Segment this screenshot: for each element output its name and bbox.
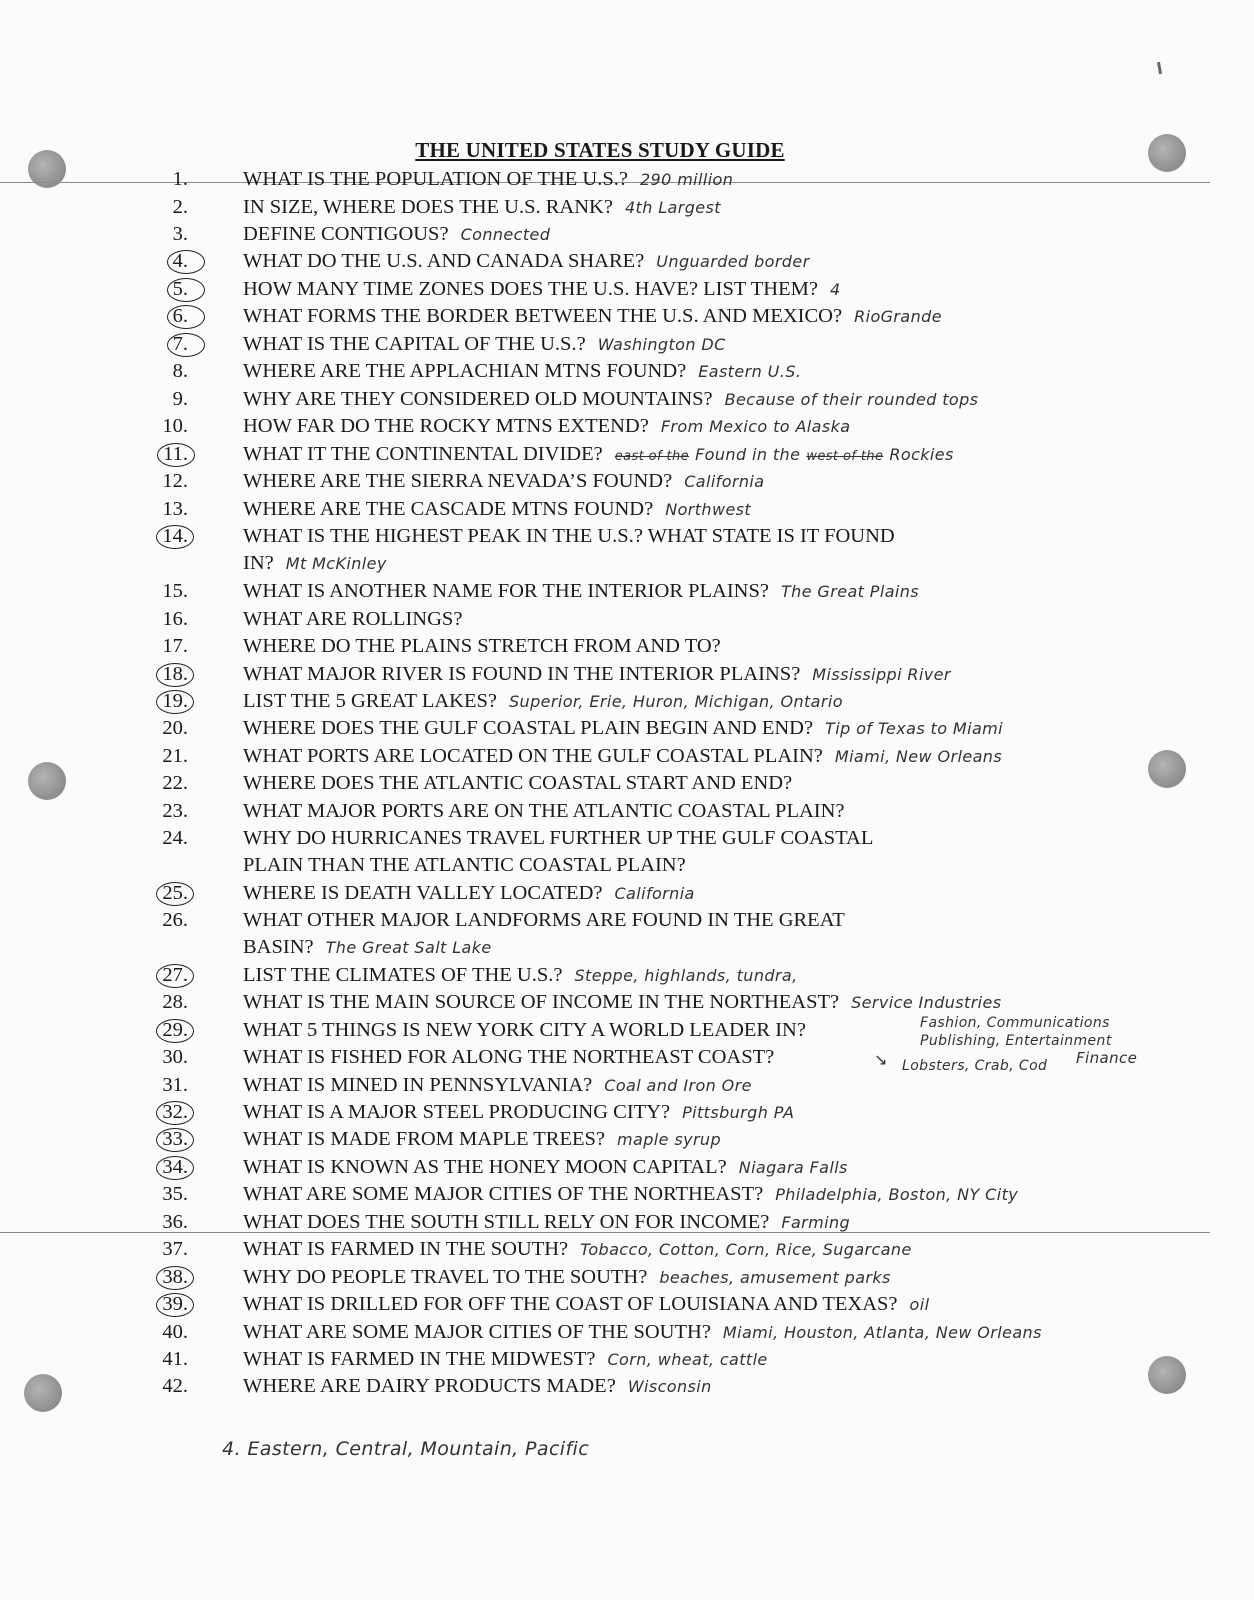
question-32 bbox=[0, 1099, 1200, 1126]
question-label: WHAT IS DRILLED FOR OFF THE COAST OF LOUISIANA AND TEXAS? bbox=[243, 1293, 898, 1315]
question-text bbox=[243, 496, 751, 523]
question-text bbox=[243, 907, 845, 934]
question-label: WHAT IS A MAJOR STEEL PRODUCING CITY? bbox=[243, 1101, 671, 1123]
question-number: 29. bbox=[162, 1017, 188, 1044]
handwritten-answer: Pittsburgh PA bbox=[682, 1103, 795, 1122]
question-text bbox=[243, 303, 942, 330]
handwritten-answer: Found in the bbox=[695, 445, 801, 464]
question-text bbox=[243, 798, 845, 825]
question-text bbox=[243, 606, 462, 633]
handwritten-answer: Wisconsin bbox=[627, 1377, 712, 1396]
question-label: WHAT ARE ROLLINGS? bbox=[243, 608, 463, 630]
question-number: 13. bbox=[162, 498, 188, 520]
question-label: WHAT IS ANOTHER NAME FOR THE INTERIOR PLAINS? bbox=[243, 580, 769, 602]
question-text bbox=[243, 1017, 806, 1044]
question-number: 17. bbox=[162, 635, 188, 657]
question-label: WHERE ARE DAIRY PRODUCTS MADE? bbox=[243, 1375, 616, 1397]
question-label: WHERE ARE THE SIERRA NEVADA’S FOUND? bbox=[243, 470, 673, 492]
question-number: 21. bbox=[162, 745, 188, 767]
question-number: 7. bbox=[173, 331, 188, 358]
question-text bbox=[243, 743, 1002, 770]
question-label: WHERE IS DEATH VALLEY LOCATED? bbox=[243, 882, 603, 904]
question-6 bbox=[0, 303, 1200, 330]
question-label: WHAT IS THE POPULATION OF THE U.S.? bbox=[243, 168, 628, 190]
question-31 bbox=[0, 1072, 1200, 1099]
question-label: WHAT IS THE CAPITAL OF THE U.S.? bbox=[243, 333, 586, 355]
handwritten-answer: Finance bbox=[1076, 1049, 1138, 1067]
question-label: WHAT DO THE U.S. AND CANADA SHARE? bbox=[243, 250, 645, 272]
scan-mark bbox=[1157, 62, 1162, 74]
question-4 bbox=[0, 248, 1200, 275]
struck-answer: west of the bbox=[806, 449, 884, 464]
question-2 bbox=[0, 194, 1200, 221]
question-text bbox=[243, 825, 873, 852]
question-27 bbox=[0, 962, 1200, 989]
question-number: 35. bbox=[162, 1183, 188, 1205]
question-20 bbox=[0, 715, 1200, 742]
question-text bbox=[243, 166, 733, 193]
handwritten-answer: Miami, Houston, Atlanta, New Orleans bbox=[722, 1323, 1042, 1342]
question-label: WHERE DOES THE GULF COASTAL PLAIN BEGIN AND END? bbox=[243, 717, 814, 739]
question-11 bbox=[0, 441, 1200, 468]
question-number: 11. bbox=[163, 441, 188, 468]
question-label: WHAT IS KNOWN AS THE HONEY MOON CAPITAL? bbox=[243, 1156, 727, 1178]
question-number: 5. bbox=[173, 276, 188, 303]
question-18 bbox=[0, 661, 1200, 688]
handwritten-answer: Service Industries bbox=[851, 993, 1002, 1012]
question-text bbox=[243, 715, 1003, 742]
question-label: WHAT IS FISHED FOR ALONG THE NORTHEAST COAST? bbox=[243, 1046, 775, 1068]
handwritten-answer: oil bbox=[909, 1295, 930, 1314]
question-number: 31. bbox=[162, 1074, 188, 1096]
handwritten-answer: 290 million bbox=[639, 170, 734, 189]
question-17 bbox=[0, 633, 1200, 660]
question-41 bbox=[0, 1346, 1200, 1373]
question-text bbox=[243, 661, 951, 688]
time-zones-note: 4. Eastern, Central, Mountain, Pacific bbox=[222, 1438, 590, 1460]
question-text bbox=[243, 1209, 850, 1236]
question-14 bbox=[0, 523, 1200, 550]
handwritten-answer: Corn, wheat, cattle bbox=[607, 1350, 768, 1369]
question-24 bbox=[0, 825, 1200, 852]
question-40 bbox=[0, 1319, 1200, 1346]
handwritten-answer: The Great Salt Lake bbox=[325, 938, 492, 957]
question-label: WHAT IS FARMED IN THE MIDWEST? bbox=[243, 1348, 596, 1370]
question-28 bbox=[0, 989, 1200, 1016]
question-number: 18. bbox=[162, 661, 188, 688]
question-number: 37. bbox=[162, 1238, 188, 1260]
question-text bbox=[243, 413, 850, 440]
question-22 bbox=[0, 770, 1200, 797]
question-label: WHAT OTHER MAJOR LANDFORMS ARE FOUND IN THE GREAT bbox=[243, 909, 845, 931]
question-label: WHERE DOES THE ATLANTIC COASTAL START AND END? bbox=[243, 772, 793, 794]
question-label: WHAT IS FARMED IN THE SOUTH? bbox=[243, 1238, 569, 1260]
question-text bbox=[243, 1154, 848, 1181]
question-number: 16. bbox=[162, 608, 188, 630]
question-number: 38. bbox=[162, 1264, 188, 1291]
question-text bbox=[243, 1126, 721, 1153]
question-label: HOW MANY TIME ZONES DOES THE U.S. HAVE? LIST THEM? bbox=[243, 278, 818, 300]
question-number: 28. bbox=[162, 991, 188, 1013]
question-19 bbox=[0, 688, 1200, 715]
question-number: 36. bbox=[162, 1211, 188, 1233]
question-label: WHERE ARE THE CASCADE MTNS FOUND? bbox=[243, 498, 654, 520]
question-text bbox=[243, 331, 726, 358]
handwritten-answer: Connected bbox=[460, 225, 551, 244]
question-text bbox=[243, 221, 550, 248]
question-text bbox=[243, 1099, 794, 1126]
question-number: 23. bbox=[162, 800, 188, 822]
question-label: HOW FAR DO THE ROCKY MTNS EXTEND? bbox=[243, 415, 649, 437]
question-15 bbox=[0, 578, 1200, 605]
question-text bbox=[243, 386, 978, 413]
question-5 bbox=[0, 276, 1200, 303]
question-number: 2. bbox=[172, 196, 188, 218]
question-label: BASIN? bbox=[243, 936, 314, 958]
question-number: 39. bbox=[162, 1291, 188, 1318]
question-text bbox=[243, 523, 895, 550]
question-label: WHAT IT THE CONTINENTAL DIVIDE? bbox=[243, 443, 603, 465]
question-label: DEFINE CONTIGOUS? bbox=[243, 223, 449, 245]
question-text-continued bbox=[243, 550, 387, 577]
question-1 bbox=[0, 166, 1200, 193]
question-label: WHAT PORTS ARE LOCATED ON THE GULF COASTAL PLAIN? bbox=[243, 745, 823, 767]
question-39 bbox=[0, 1291, 1200, 1318]
question-label: WHAT ARE SOME MAJOR CITIES OF THE NORTHEAST? bbox=[243, 1183, 764, 1205]
handwritten-answer: The Great Plains bbox=[780, 582, 920, 601]
question-number: 1. bbox=[172, 168, 188, 190]
question-label: WHAT 5 THINGS IS NEW YORK CITY A WORLD LEADER IN? bbox=[243, 1019, 806, 1041]
question-37 bbox=[0, 1236, 1200, 1263]
handwritten-answer: Lobsters, Crab, Cod bbox=[902, 1058, 1048, 1074]
question-33 bbox=[0, 1126, 1200, 1153]
question-text bbox=[243, 1236, 912, 1263]
question-number: 8. bbox=[172, 360, 188, 382]
question-23 bbox=[0, 798, 1200, 825]
handwritten-answer: Washington DC bbox=[597, 335, 726, 354]
question-13 bbox=[0, 496, 1200, 523]
question-text bbox=[243, 770, 792, 797]
handwritten-answer: Eastern U.S. bbox=[698, 362, 802, 381]
handwritten-answer: Steppe, highlands, tundra, bbox=[574, 966, 798, 985]
handwritten-answer: maple syrup bbox=[617, 1130, 722, 1149]
question-label: WHAT ARE SOME MAJOR CITIES OF THE SOUTH? bbox=[243, 1321, 711, 1343]
question-7 bbox=[0, 331, 1200, 358]
question-number: 22. bbox=[162, 772, 188, 794]
question-text-continued bbox=[243, 852, 686, 879]
question-label: WHAT IS THE MAIN SOURCE OF INCOME IN THE NORTHEAST? bbox=[243, 991, 840, 1013]
question-number: 24. bbox=[162, 827, 188, 849]
question-label: IN SIZE, WHERE DOES THE U.S. RANK? bbox=[243, 196, 613, 218]
question-number: 9. bbox=[172, 388, 188, 410]
question-text bbox=[243, 468, 764, 495]
question-text bbox=[243, 441, 954, 470]
question-number: 20. bbox=[162, 717, 188, 739]
question-number: 26. bbox=[162, 909, 188, 931]
question-26 bbox=[0, 907, 1200, 934]
handwritten-answer: From Mexico to Alaska bbox=[660, 417, 851, 436]
question-text bbox=[243, 1319, 1042, 1346]
question-text bbox=[243, 1373, 712, 1400]
question-label: WHAT IS MADE FROM MAPLE TREES? bbox=[243, 1128, 606, 1150]
question-text bbox=[243, 276, 841, 303]
question-number: 40. bbox=[162, 1321, 188, 1343]
question-number: 3. bbox=[172, 223, 188, 245]
question-text bbox=[243, 1181, 1018, 1208]
handwritten-answer: Publishing, Entertainment bbox=[920, 1033, 1112, 1049]
question-35 bbox=[0, 1181, 1200, 1208]
question-label: WHY ARE THEY CONSIDERED OLD MOUNTAINS? bbox=[243, 388, 713, 410]
question-21 bbox=[0, 743, 1200, 770]
question-38 bbox=[0, 1264, 1200, 1291]
question-label: WHAT FORMS THE BORDER BETWEEN THE U.S. AND MEXICO? bbox=[243, 305, 843, 327]
question-text bbox=[243, 633, 721, 660]
question-number: 10. bbox=[162, 415, 188, 437]
question-number: 30. bbox=[162, 1046, 188, 1068]
question-16 bbox=[0, 606, 1200, 633]
question-number: 6. bbox=[173, 303, 188, 330]
question-text bbox=[243, 1264, 891, 1291]
question-number: 42. bbox=[162, 1375, 188, 1397]
handwritten-answer: Because of their rounded tops bbox=[724, 390, 979, 409]
question-36 bbox=[0, 1209, 1200, 1236]
question-number: 32. bbox=[162, 1099, 188, 1126]
question-label: WHAT IS MINED IN PENNSYLVANIA? bbox=[243, 1074, 593, 1096]
question-label: WHY DO PEOPLE TRAVEL TO THE SOUTH? bbox=[243, 1266, 648, 1288]
question-text bbox=[243, 1346, 768, 1373]
question-text-continued bbox=[243, 934, 492, 961]
document-title: THE UNITED STATES STUDY GUIDE bbox=[415, 138, 785, 162]
question-label: LIST THE 5 GREAT LAKES? bbox=[243, 690, 497, 712]
question-3 bbox=[0, 221, 1200, 248]
question-8 bbox=[0, 358, 1200, 385]
question-42 bbox=[0, 1373, 1200, 1400]
question-label: WHY DO HURRICANES TRAVEL FURTHER UP THE GULF COASTAL bbox=[243, 827, 874, 849]
question-number: 34. bbox=[162, 1154, 188, 1181]
question-text bbox=[243, 1072, 752, 1099]
question-10 bbox=[0, 413, 1200, 440]
question-label: LIST THE CLIMATES OF THE U.S.? bbox=[243, 964, 563, 986]
handwritten-answer: 4 bbox=[829, 280, 841, 299]
question-12 bbox=[0, 468, 1200, 495]
question-text bbox=[243, 194, 721, 221]
handwritten-answer: Tip of Texas to Miami bbox=[825, 719, 1003, 738]
handwritten-answer: Philadelphia, Boston, NY City bbox=[775, 1185, 1019, 1204]
question-label: WHAT DOES THE SOUTH STILL RELY ON FOR INCOME? bbox=[243, 1211, 770, 1233]
question-label: IN? bbox=[243, 552, 274, 574]
question-label: WHERE ARE THE APPLACHIAN MTNS FOUND? bbox=[243, 360, 687, 382]
handwritten-answer: Coal and Iron Ore bbox=[604, 1076, 752, 1095]
handwritten-answer: Miami, New Orleans bbox=[834, 747, 1003, 766]
handwritten-answer: Northwest bbox=[665, 500, 752, 519]
question-25 bbox=[0, 880, 1200, 907]
question-label: WHERE DO THE PLAINS STRETCH FROM AND TO? bbox=[243, 635, 721, 657]
handwritten-answer: Rockies bbox=[889, 445, 954, 464]
handwritten-answer: beaches, amusement parks bbox=[659, 1268, 891, 1287]
handwritten-answer: Mt McKinley bbox=[285, 554, 387, 573]
question-label: PLAIN THAN THE ATLANTIC COASTAL PLAIN? bbox=[243, 854, 686, 876]
question-text bbox=[243, 358, 801, 385]
question-text bbox=[243, 962, 798, 989]
handwritten-answer: Farming bbox=[781, 1213, 851, 1232]
struck-answer: east of the bbox=[614, 449, 690, 464]
handwritten-answer: Mississippi River bbox=[812, 665, 951, 684]
handwritten-answer: Niagara Falls bbox=[738, 1158, 848, 1177]
question-text bbox=[243, 688, 843, 715]
handwritten-answer: RioGrande bbox=[854, 307, 942, 326]
question-number: 12. bbox=[162, 470, 188, 492]
question-number: 41. bbox=[162, 1348, 188, 1370]
question-text bbox=[243, 1044, 774, 1071]
handwritten-answer: 4th Largest bbox=[624, 198, 721, 217]
question-number: 14. bbox=[162, 523, 188, 550]
question-label: WHAT IS THE HIGHEST PEAK IN THE U.S.? WHAT STATE IS IT FOUND bbox=[243, 525, 895, 547]
handwritten-answer: Tobacco, Cotton, Corn, Rice, Sugarcane bbox=[580, 1240, 912, 1259]
question-number: 4. bbox=[173, 248, 188, 275]
question-number: 27. bbox=[162, 962, 188, 989]
question-text bbox=[243, 989, 1002, 1016]
question-number: 33. bbox=[162, 1126, 188, 1153]
question-number: 25. bbox=[162, 880, 188, 907]
handwritten-answer: Fashion, Communications bbox=[920, 1015, 1110, 1031]
question-label: WHAT MAJOR PORTS ARE ON THE ATLANTIC COASTAL PLAIN? bbox=[243, 800, 845, 822]
question-34 bbox=[0, 1154, 1200, 1181]
question-label: WHAT MAJOR RIVER IS FOUND IN THE INTERIOR PLAINS? bbox=[243, 663, 801, 685]
handwritten-answer: California bbox=[684, 472, 765, 491]
handwritten-answer: Unguarded border bbox=[656, 252, 810, 271]
question-9 bbox=[0, 386, 1200, 413]
question-text bbox=[243, 1291, 929, 1318]
question-number: 19. bbox=[162, 688, 188, 715]
question-text bbox=[243, 880, 695, 907]
handwritten-answer: California bbox=[614, 884, 695, 903]
handwritten-answer: Superior, Erie, Huron, Michigan, Ontario bbox=[508, 692, 843, 711]
question-number: 15. bbox=[162, 580, 188, 602]
question-text bbox=[243, 248, 810, 275]
question-text bbox=[243, 578, 919, 605]
arrow-icon: ↘ bbox=[874, 1050, 888, 1069]
